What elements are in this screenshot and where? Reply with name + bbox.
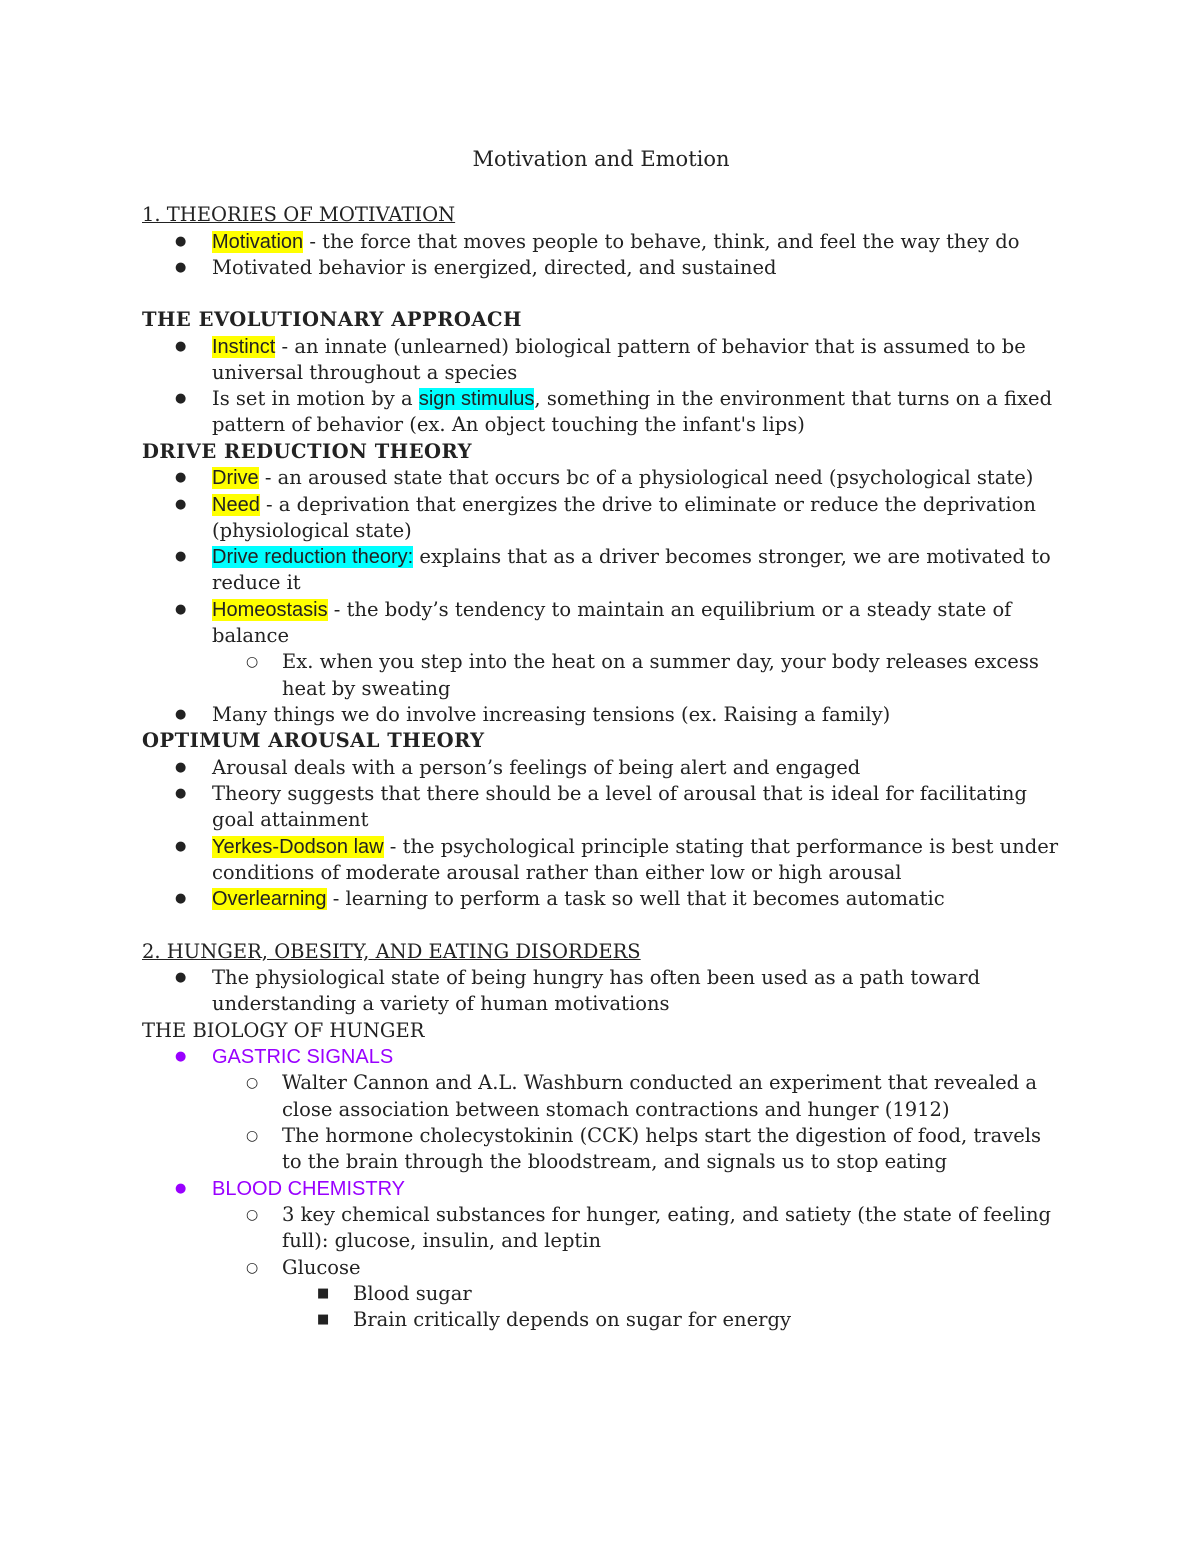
term-drive: Drive — [212, 467, 259, 490]
circle-bullet-icon: ○ — [246, 654, 259, 671]
item-text: Arousal deals with a person’s feelings of being alert and engaged — [212, 755, 861, 779]
bullet-icon: ● — [175, 1049, 187, 1065]
circle-bullet-icon: ○ — [246, 1128, 259, 1145]
definition-text: - the psychological principle stating that performance is best under conditions of moderate arousal rather than either low or high arousal — [212, 834, 1059, 884]
item-text: Walter Cannon and A.L. Washburn conducted an experiment that revealed a close association between stomach contractions and hunger (1912) — [282, 1071, 1037, 1121]
term-sign-stimulus: sign stimulus — [418, 388, 535, 411]
item-text: The hormone cholecystokinin (CCK) helps start the digestion of food, travels to the brain through the bloodstream, and signals us to stop eating — [282, 1124, 1042, 1174]
list-item — [142, 1202, 1060, 1255]
circle-bullet-icon: ○ — [246, 1206, 259, 1223]
term-yerkes-dodson-law: Yerkes-Dodson law — [212, 835, 384, 858]
item-text: Many things we do involve increasing tensions (ex. Raising a family) — [212, 702, 891, 726]
bullet-icon: ● — [175, 601, 187, 617]
list-item — [142, 1307, 1060, 1333]
evolutionary-list — [142, 334, 1060, 439]
definition-text: - learning to perform a task so well that it becomes automatic — [326, 887, 945, 911]
section-heading-biology-of-hunger: THE BIOLOGY OF HUNGER — [142, 1018, 425, 1042]
item-text: Glucose — [282, 1255, 361, 1279]
section-heading-evolutionary: THE EVOLUTIONARY APPROACH — [142, 308, 522, 332]
bullet-icon: ● — [175, 496, 187, 512]
definition-text: - a deprivation that energizes the drive to eliminate or reduce the deprivation (physiological state) — [212, 492, 1036, 542]
definition-text: explains that as a driver becomes stronger, we are motivated to reduce it — [212, 545, 1051, 595]
list-item — [142, 1123, 1060, 1176]
section-heading-hunger: 2. HUNGER, OBESITY, AND EATING DISORDERS — [142, 939, 641, 963]
list-item — [142, 492, 1060, 545]
bullet-icon: ● — [175, 338, 187, 354]
term-drive-reduction-theory: Drive reduction theory: — [212, 546, 414, 569]
term-homeostasis: Homeostasis — [212, 598, 328, 621]
item-text: Motivated behavior is energized, directed, and sustained — [212, 255, 777, 279]
term-instinct: Instinct — [212, 335, 276, 358]
list-item — [142, 781, 1060, 834]
section-heading-optimum-arousal: OPTIMUM AROUSAL THEORY — [142, 729, 485, 753]
list-item — [142, 1176, 1060, 1202]
bullet-icon: ● — [175, 706, 187, 722]
bullet-icon: ● — [175, 838, 187, 854]
bullet-icon: ● — [175, 233, 187, 249]
term-overlearning: Overlearning — [212, 888, 327, 911]
definition-text: , something in the environment that turns on a fixed pattern of behavior (ex. An object touching the infant's lips) — [212, 387, 1053, 437]
list-item — [142, 255, 1060, 281]
list-item — [142, 597, 1060, 650]
list-item — [142, 465, 1060, 491]
list-item — [142, 755, 1060, 781]
bullet-icon: ● — [175, 891, 187, 907]
term-need: Need — [212, 493, 260, 516]
theories-list — [142, 229, 1060, 282]
list-item — [142, 386, 1060, 439]
list-item — [142, 1281, 1060, 1307]
circle-bullet-icon: ○ — [246, 1075, 259, 1092]
square-bullet-icon: ■ — [317, 1285, 330, 1301]
item-text: The physiological state of being hungry has often been used as a path toward understanding a variety of human motivations — [212, 966, 981, 1016]
list-item — [142, 229, 1060, 255]
item-text: Theory suggests that there should be a level of arousal that is ideal for facilitating goal attainment — [212, 782, 1027, 832]
list-item — [142, 1070, 1060, 1123]
list-item — [142, 886, 1060, 912]
list-item — [142, 702, 1060, 728]
item-text: 3 key chemical substances for hunger, eating, and satiety (the state of feeling full): glucose, insulin, and leptin — [282, 1202, 1051, 1253]
square-bullet-icon: ■ — [317, 1312, 330, 1328]
bullet-icon: ● — [175, 549, 187, 565]
drive-list — [142, 465, 1060, 728]
bullet-icon: ● — [175, 259, 187, 275]
item-text: Ex. when you step into the heat on a summer day, your body releases excess heat by sweating — [282, 650, 1039, 700]
definition-text: - an aroused state that occurs bc of a physiological need (psychological state) — [258, 466, 1034, 490]
subheading-blood-chemistry: BLOOD CHEMISTRY — [212, 1177, 405, 1200]
bullet-icon: ● — [175, 759, 187, 775]
list-item — [142, 649, 1060, 702]
bullet-icon: ● — [175, 470, 187, 486]
list-item — [142, 965, 1060, 1018]
list-item — [142, 544, 1060, 597]
bullet-icon: ● — [175, 786, 187, 802]
subheading-gastric-signals: GASTRIC SIGNALS — [212, 1046, 394, 1069]
definition-text: - the body’s tendency to maintain an equilibrium or a steady state of balance — [212, 597, 1012, 648]
list-item — [142, 1044, 1060, 1070]
definition-text: - an innate (unlearned) biological pattern of behavior that is assumed to be universal throughout a species — [212, 334, 1026, 384]
bullet-icon: ● — [175, 1180, 187, 1196]
item-text-prefix: Is set in motion by a — [212, 387, 419, 411]
list-item — [142, 334, 1060, 387]
definition-text: - the force that moves people to behave, think, and feel the way they do — [303, 229, 1020, 253]
item-text: Blood sugar — [353, 1281, 472, 1305]
section-heading-theories: 1. THEORIES OF MOTIVATION — [142, 203, 456, 226]
document-title: Motivation and Emotion — [472, 147, 730, 171]
optimum-list — [142, 755, 1060, 913]
bullet-icon: ● — [175, 391, 187, 407]
section-heading-drive-reduction: DRIVE REDUCTION THEORY — [142, 439, 473, 463]
list-item — [142, 1255, 1060, 1281]
circle-bullet-icon: ○ — [246, 1259, 259, 1276]
list-item — [142, 834, 1060, 887]
item-text: Brain critically depends on sugar for energy — [353, 1308, 791, 1332]
hunger-list — [142, 965, 1060, 1018]
term-motivation: Motivation — [212, 230, 304, 253]
bullet-icon: ● — [175, 970, 187, 986]
biology-list — [142, 1044, 1060, 1333]
